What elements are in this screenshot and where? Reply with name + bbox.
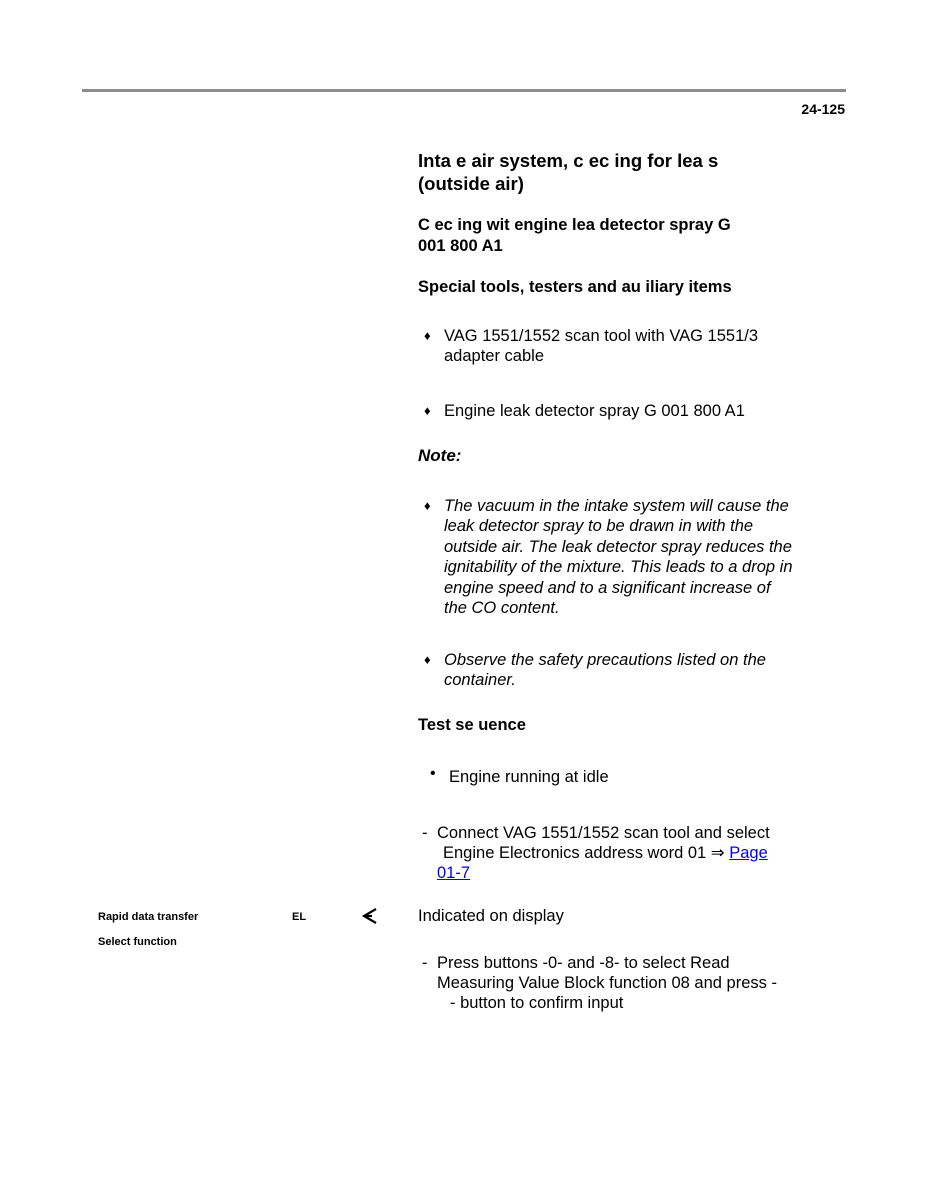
page-link-continued[interactable]: 01-7 xyxy=(437,864,471,882)
page-title-line-1: Inta e air system, c ec ing for lea s xyxy=(418,150,719,171)
display-line-1-right: EL xyxy=(292,911,307,923)
page-link[interactable]: Page xyxy=(729,844,768,862)
dash-marker: - xyxy=(422,824,428,842)
dash-marker: - xyxy=(422,954,428,972)
note-label: Note: xyxy=(418,446,462,465)
note-line: the CO content. xyxy=(444,599,560,618)
note-line: The vacuum in the intake system will cause the xyxy=(444,497,789,515)
condition-text: Engine running at idle xyxy=(449,768,609,786)
step-line: Engine Electronics address word 01 ⇒ xyxy=(443,844,730,862)
step-line: - button to confirm input xyxy=(450,994,624,1012)
tool-item-line: Engine leak detector spray G 001 800 A1 xyxy=(444,402,745,420)
display-line-2: Select function xyxy=(98,936,177,948)
step-line: Connect VAG 1551/1552 scan tool and select xyxy=(437,824,770,842)
step-select-function xyxy=(420,953,840,1015)
note-line: engine speed and to a significant increase of xyxy=(444,578,771,597)
section-heading-line-1: C ec ing wit engine lea detector spray G xyxy=(418,216,731,234)
step-connect-scan-tool xyxy=(420,823,840,885)
note-line: container. xyxy=(444,671,516,690)
note-line: Observe the safety precautions listed on the xyxy=(444,651,766,669)
section-heading-line-2: 001 800 A1 xyxy=(418,237,503,255)
pointer-arrow-icon xyxy=(361,907,379,925)
step-line: Measuring Value Block function 08 and press - xyxy=(437,974,777,992)
note-line: leak detector spray to be drawn in with the xyxy=(444,517,754,536)
diamond-bullet-icon: ♦ xyxy=(424,403,431,418)
diamond-bullet-icon: ♦ xyxy=(424,498,431,513)
dot-bullet-icon: • xyxy=(430,765,436,782)
tool-item-line: VAG 1551/1552 scan tool with VAG 1551/3 xyxy=(444,327,759,345)
diamond-bullet-icon: ♦ xyxy=(424,328,431,343)
section-heading xyxy=(418,215,830,257)
diamond-bullet-icon: ♦ xyxy=(424,652,431,667)
page-title xyxy=(418,149,830,195)
note-line: ignitability of the mixture. This leads to a drop in xyxy=(444,558,793,577)
display-line-1: Rapid data transfer xyxy=(98,911,199,923)
page-number: 24-125 xyxy=(801,101,845,117)
header-rule xyxy=(82,89,846,92)
page-title-line-2: (outside air) xyxy=(418,173,524,194)
test-sequence-heading: Test se uence xyxy=(418,716,526,734)
indicated-on-display: Indicated on display xyxy=(418,907,564,925)
note-line: outside air. The leak detector spray reduces the xyxy=(444,537,792,556)
step-line: Press buttons -0- and -8- to select Read xyxy=(437,954,730,972)
tool-item-line: adapter cable xyxy=(444,347,544,366)
tools-heading: Special tools, testers and au iliary items xyxy=(418,278,732,296)
